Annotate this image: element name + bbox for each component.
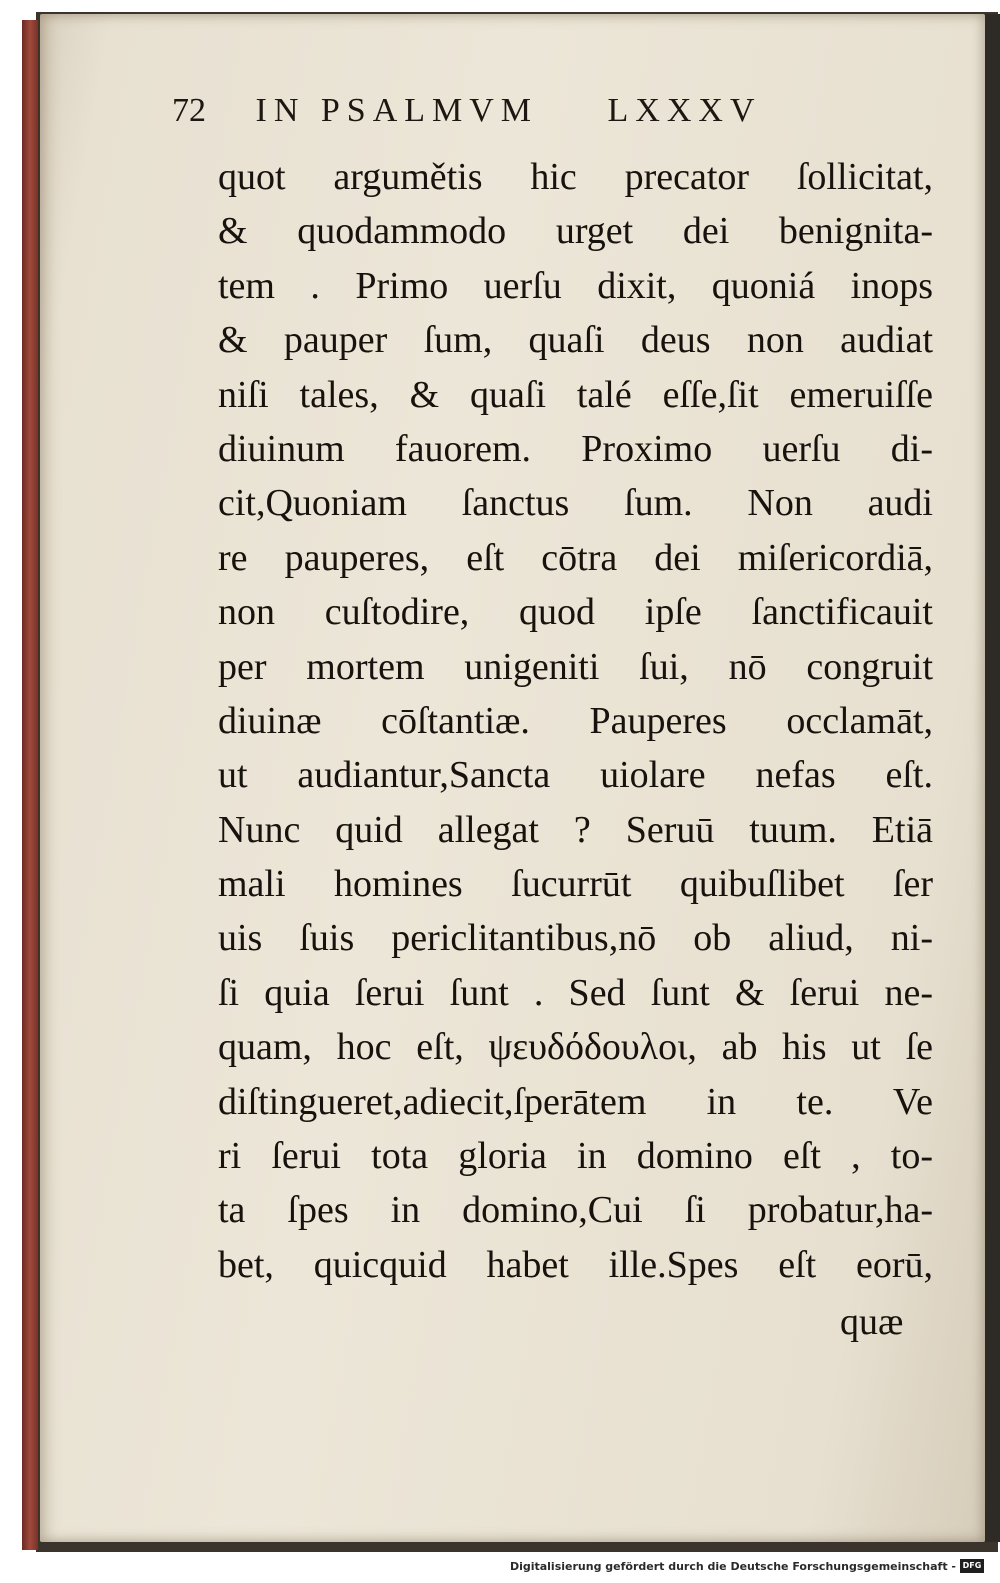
dfg-logo-icon: DFG [960,1559,984,1573]
running-head [172,92,892,136]
text-line: & quodammodo urget dei benignita- [218,210,933,253]
catchword: quæ [840,1301,904,1343]
text-line: mali homines ſucurrūt quibuſlibet ſer [218,863,933,906]
running-title: IN PSALMVM [255,92,539,129]
text-line: niſi tales, & quaſi talé eſſe,ſit emeruiſſe [218,373,933,416]
funding-credit: Digitalisierung gefördert durch die Deutsche Forschungsgemeinschaft - [509,1560,956,1573]
text-line: Nunc quid allegat ? Seruū tuum. Etiā [218,808,933,851]
text-line: ut audiantur,Sancta uiolare nefas eſt. [218,754,933,797]
book-edge [22,20,38,1550]
text-line: & pauper ſum, quaſi deus non audiat [218,319,933,362]
text-line: quot argumětis hic precator ſollicitat, [218,156,933,198]
text-line: ri ſerui tota gloria in domino eſt , to- [218,1135,933,1178]
text-line: cit,Quoniam ſanctus ſum. Non audi [218,482,933,525]
text-line: ſi quia ſerui ſunt . Sed ſunt & ſerui ne- [218,971,933,1014]
text-line: quam, hoc eſt, ψευδόδουλοι, ab his ut ſe [218,1026,933,1069]
text-line: non cuſtodire, quod ipſe ſanctificauit [218,591,933,634]
text-line: diſtingueret,adiecit,ſperātem in te. Ve [218,1080,933,1123]
psalm-number: LXXXV [607,92,762,129]
text-line: diuinæ cōſtantiæ. Pauperes occlamāt, [218,699,933,742]
gutter-strip [985,14,1000,1542]
digitization-footer [0,1552,1000,1583]
text-line: bet, quicquid habet ille.Spes eſt eorū, [218,1243,933,1286]
page-number: 72 [172,92,206,129]
text-line: diuinum fauorem. Proximo uerſu di- [218,427,933,470]
text-line: per mortem unigeniti ſui, nō congruit [218,645,933,688]
text-line: re pauperes, eſt cōtra dei miſericordiā, [218,536,933,579]
body-text [218,150,933,1292]
text-line: ta ſpes in domino,Cui ſi probatur,ha- [218,1189,933,1232]
text-line: tem . Primo uerſu dixit, quoniá inops [218,264,933,307]
text-line: uis ſuis periclitantibus,nō ob aliud, ni- [218,917,933,960]
